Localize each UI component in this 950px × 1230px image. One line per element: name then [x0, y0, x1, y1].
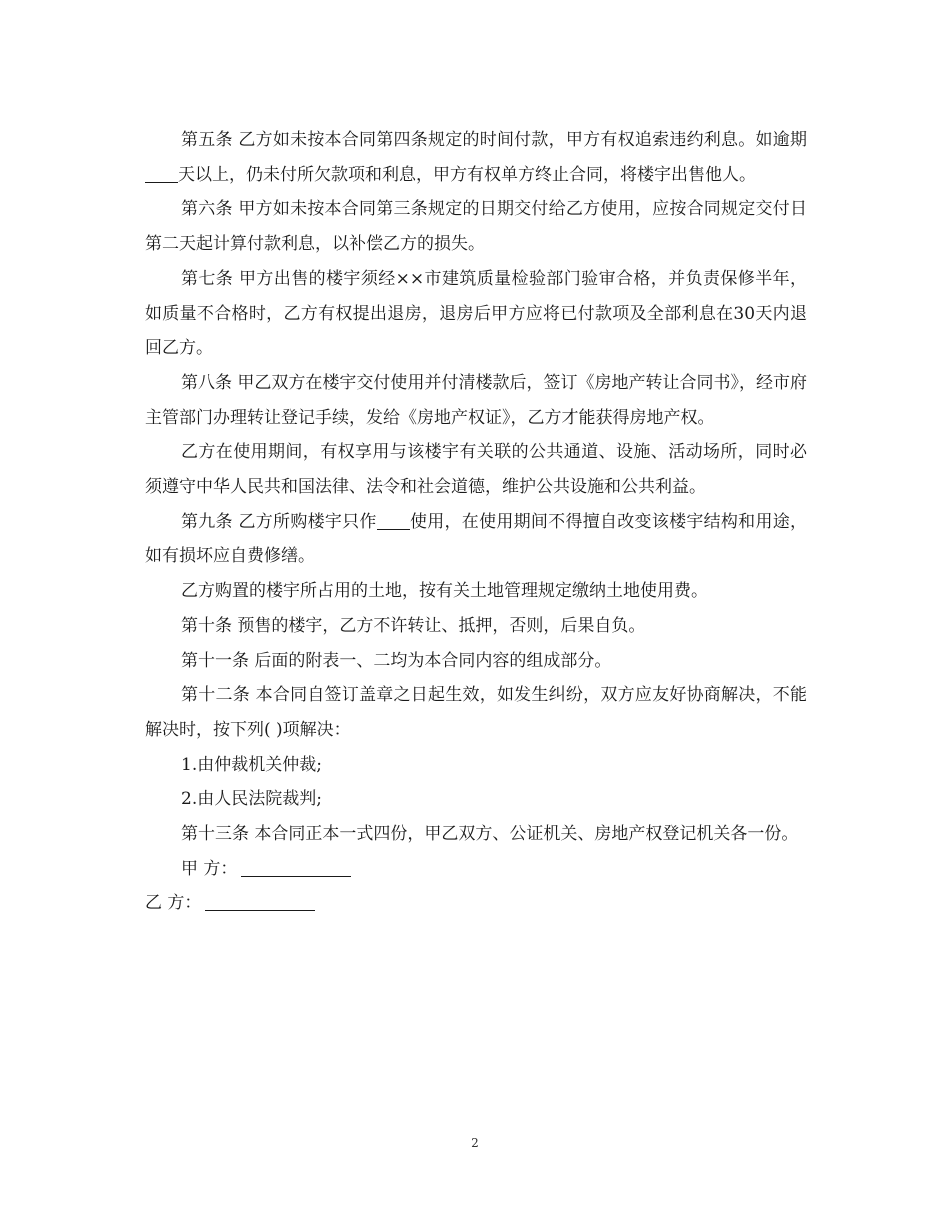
article-7-paragraph [145, 262, 807, 366]
article-8-text: 第八条 甲乙双方在楼宇交付使用并付清楼款后，签订《房地产转让合同书》，经市府主管部门办理转让登记手续，发给《房地产权证》，乙方才能获得房地产权。 [145, 372, 807, 428]
article-12-option-2 [145, 782, 807, 817]
article-12-option-2-text: 2.由人民法院裁判; [181, 789, 322, 810]
contract-body [145, 123, 807, 921]
party-a-label: 甲 方： [181, 858, 238, 879]
article-10-paragraph [145, 609, 807, 644]
article-12-option-1 [145, 748, 807, 783]
article-5-paragraph [145, 123, 807, 192]
article-5-text-before-blank: 第五条 乙方如未按本合同第四条规定的时间付款，甲方有权追索违约利息。如逾期 [181, 130, 807, 150]
party-a-signature-line [145, 852, 807, 887]
article-8-paragraph [145, 366, 807, 435]
party-a-signature-blank [241, 859, 351, 877]
party-b-signature-blank [205, 893, 315, 911]
party-b-label: 乙 方： [145, 893, 202, 914]
article-5-text-after-blank: 天以上，仍未付所欠款项和利息，甲方有权单方终止合同，将楼宇出售他人。 [178, 164, 756, 185]
article-10-text: 第十条 预售的楼宇，乙方不许转让、抵押，否则，后果自负。 [181, 615, 646, 636]
article-11-paragraph [145, 644, 807, 679]
article-9-land-paragraph [145, 574, 807, 609]
article-11-text: 第十一条 后面的附表一、二均为本合同内容的组成部分。 [181, 650, 612, 671]
article-13-paragraph [145, 817, 807, 852]
article-12-text: 第十二条 本合同自签订盖章之日起生效，如发生纠纷，双方应友好协商解决，不能解决时，按下列( )项解决： [145, 685, 807, 740]
article-9-text-after-blank: 使用，在使用期间不得擅自改变该楼宇结构和用途，如有损坏应自费修缮。 [145, 511, 808, 567]
usage-purpose-blank [377, 512, 410, 530]
overdue-days-blank [145, 165, 178, 183]
article-6-paragraph [145, 192, 807, 261]
article-9-paragraph [145, 505, 807, 574]
article-8-usage-text: 乙方在使用期间，有权享用与该楼宇有关联的公共通道、设施、活动场所，同时必须遵守中华人民共和国法律、法令和社会道德，维护公共设施和公共利益。 [145, 442, 807, 498]
party-b-signature-line [145, 886, 807, 921]
article-12-paragraph [145, 678, 807, 747]
article-7-text: 第七条 甲方出售的楼宇须经××市建筑质量检验部门验审合格，并负责保修半年，如质量不合格时，乙方有权提出退房，退房后甲方应将已付款项及全部利息在30天内退回乙方。 [145, 268, 807, 359]
article-13-text: 第十三条 本合同正本一式四份，甲乙双方、公证机关、房地产权登记机关各一份。 [181, 824, 799, 845]
page-number: 2 [471, 1136, 479, 1150]
article-6-text: 第六条 甲方如未按本合同第三条规定的日期交付给乙方使用，应按合同规定交付日第二天起计算付款利息，以补偿乙方的损失。 [145, 199, 807, 255]
article-8-usage-paragraph [145, 435, 807, 504]
article-12-option-1-text: 1.由仲裁机关仲裁; [181, 754, 322, 775]
article-9-text-before-blank: 第九条 乙方所购楼宇只作 [181, 511, 377, 532]
article-9-land-text: 乙方购置的楼宇所占用的土地，按有关土地管理规定缴纳土地使用费。 [181, 581, 708, 602]
